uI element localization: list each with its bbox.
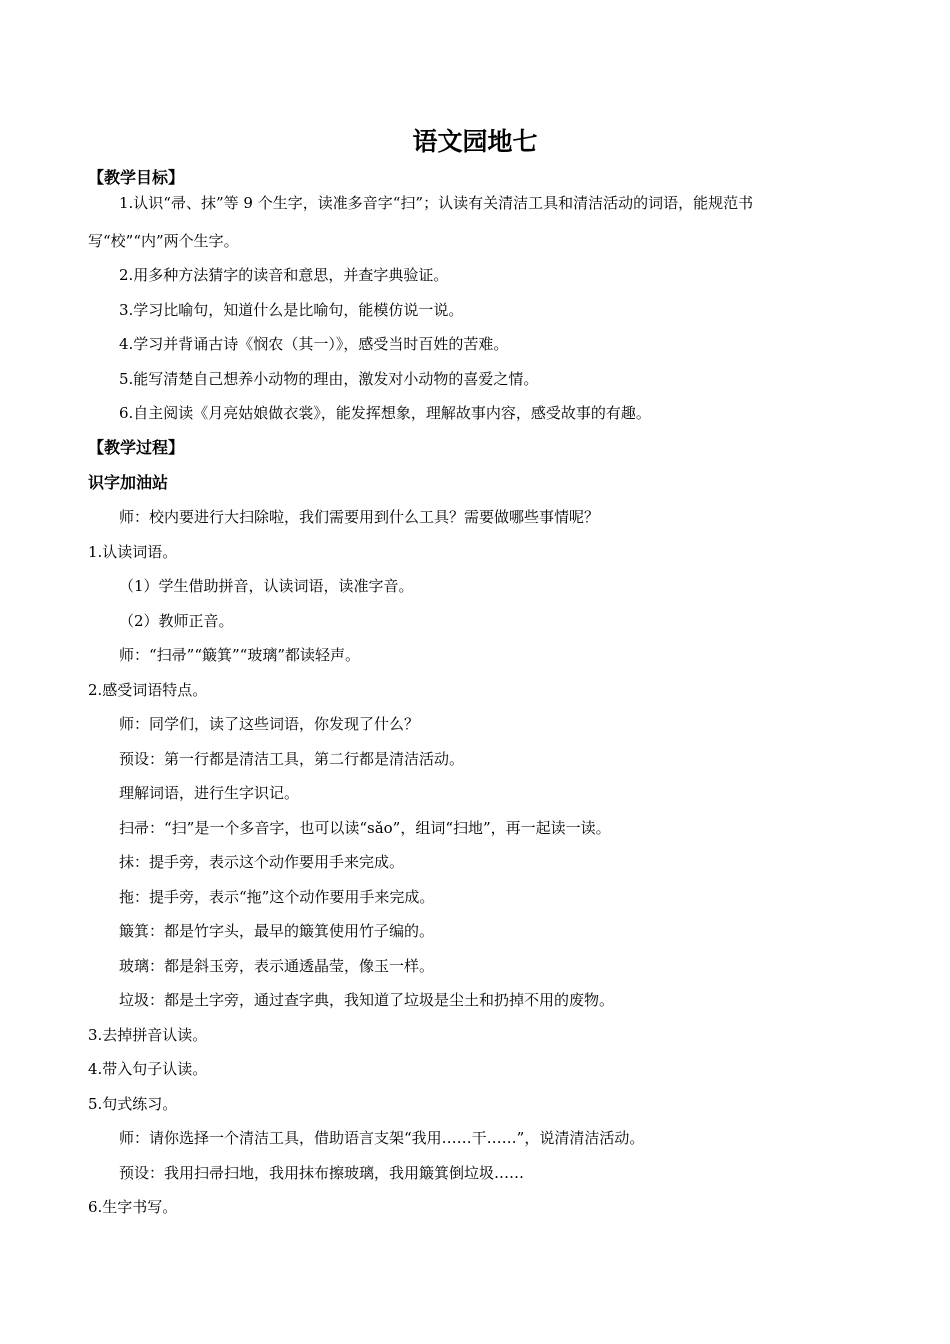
goal-line: 3.学习比喻句，知道什么是比喻句，能模仿说一说。 — [119, 301, 464, 319]
goal-line: 2.用多种方法猜字的读音和意思，并查字典验证。 — [119, 266, 449, 284]
process-line: 垃圾：都是土字旁，通过查字典，我知道了垃圾是尘土和扔掉不用的废物。 — [119, 991, 615, 1009]
process-line: 3.去掉拼音认读。 — [88, 1026, 208, 1044]
process-line: 簸箕：都是竹字头，最早的簸箕使用竹子编的。 — [119, 922, 435, 940]
process-line: 2.感受词语特点。 — [88, 681, 208, 699]
process-line: 抹：提手旁，表示这个动作要用手来完成。 — [119, 853, 405, 871]
process-line: 5.句式练习。 — [88, 1095, 178, 1113]
process-line: 理解词语，进行生字识记。 — [119, 784, 300, 802]
process-line: 师：“扫帚”“簸箕”“玻璃”都读轻声。 — [119, 646, 361, 664]
process-line: 6.生字书写。 — [88, 1198, 178, 1216]
process-line: 1.认读词语。 — [88, 543, 178, 561]
goal-line: 1.认识“帚、抹”等 9 个生字，读准多音字“扫”；认读有关清洁工具和清洁活动的词语，能规范书 — [119, 194, 754, 212]
section-heading: 识字加油站 — [88, 473, 169, 492]
goal-line: 写“校”“内”两个生字。 — [88, 232, 239, 250]
goal-line: 4.学习并背诵古诗《悯农（其一）》，感受当时百姓的苦难。 — [119, 335, 509, 353]
process-line: （1）学生借助拼音，认读词语，读准字音。 — [119, 577, 414, 595]
process-line: 拖：提手旁，表示“拖”这个动作要用手来完成。 — [119, 888, 435, 906]
process-line: 扫帚：“扫”是一个多音字，也可以读“sǎo”，组词“扫地”，再一起读一读。 — [119, 819, 611, 837]
goals-heading: 【教学目标】 — [88, 168, 185, 187]
process-line: 4.带入句子认读。 — [88, 1060, 208, 1078]
document-title: 语文园地七 — [412, 127, 538, 156]
goal-line: 6.自主阅读《月亮姑娘做衣裳》，能发挥想象，理解故事内容，感受故事的有趣。 — [119, 404, 651, 422]
process-line: 预设：我用扫帚扫地，我用抹布擦玻璃，我用簸箕倒垃圾…… — [119, 1164, 525, 1182]
process-line: 玻璃：都是斜玉旁，表示通透晶莹，像玉一样。 — [119, 957, 435, 975]
process-line: 师：请你选择一个清洁工具，借助语言支架“我用……干……”，说清清洁活动。 — [119, 1129, 645, 1147]
goal-line: 5.能写清楚自己想养小动物的理由，激发对小动物的喜爱之情。 — [119, 370, 539, 388]
process-heading: 【教学过程】 — [88, 438, 185, 457]
process-line: （2）教师正音。 — [119, 612, 234, 630]
process-line: 预设：第一行都是清洁工具，第二行都是清洁活动。 — [119, 750, 465, 768]
process-line: 师：同学们，读了这些词语，你发现了什么？ — [119, 715, 420, 733]
process-line: 师：校内要进行大扫除啦，我们需要用到什么工具？需要做哪些事情呢？ — [119, 508, 600, 526]
